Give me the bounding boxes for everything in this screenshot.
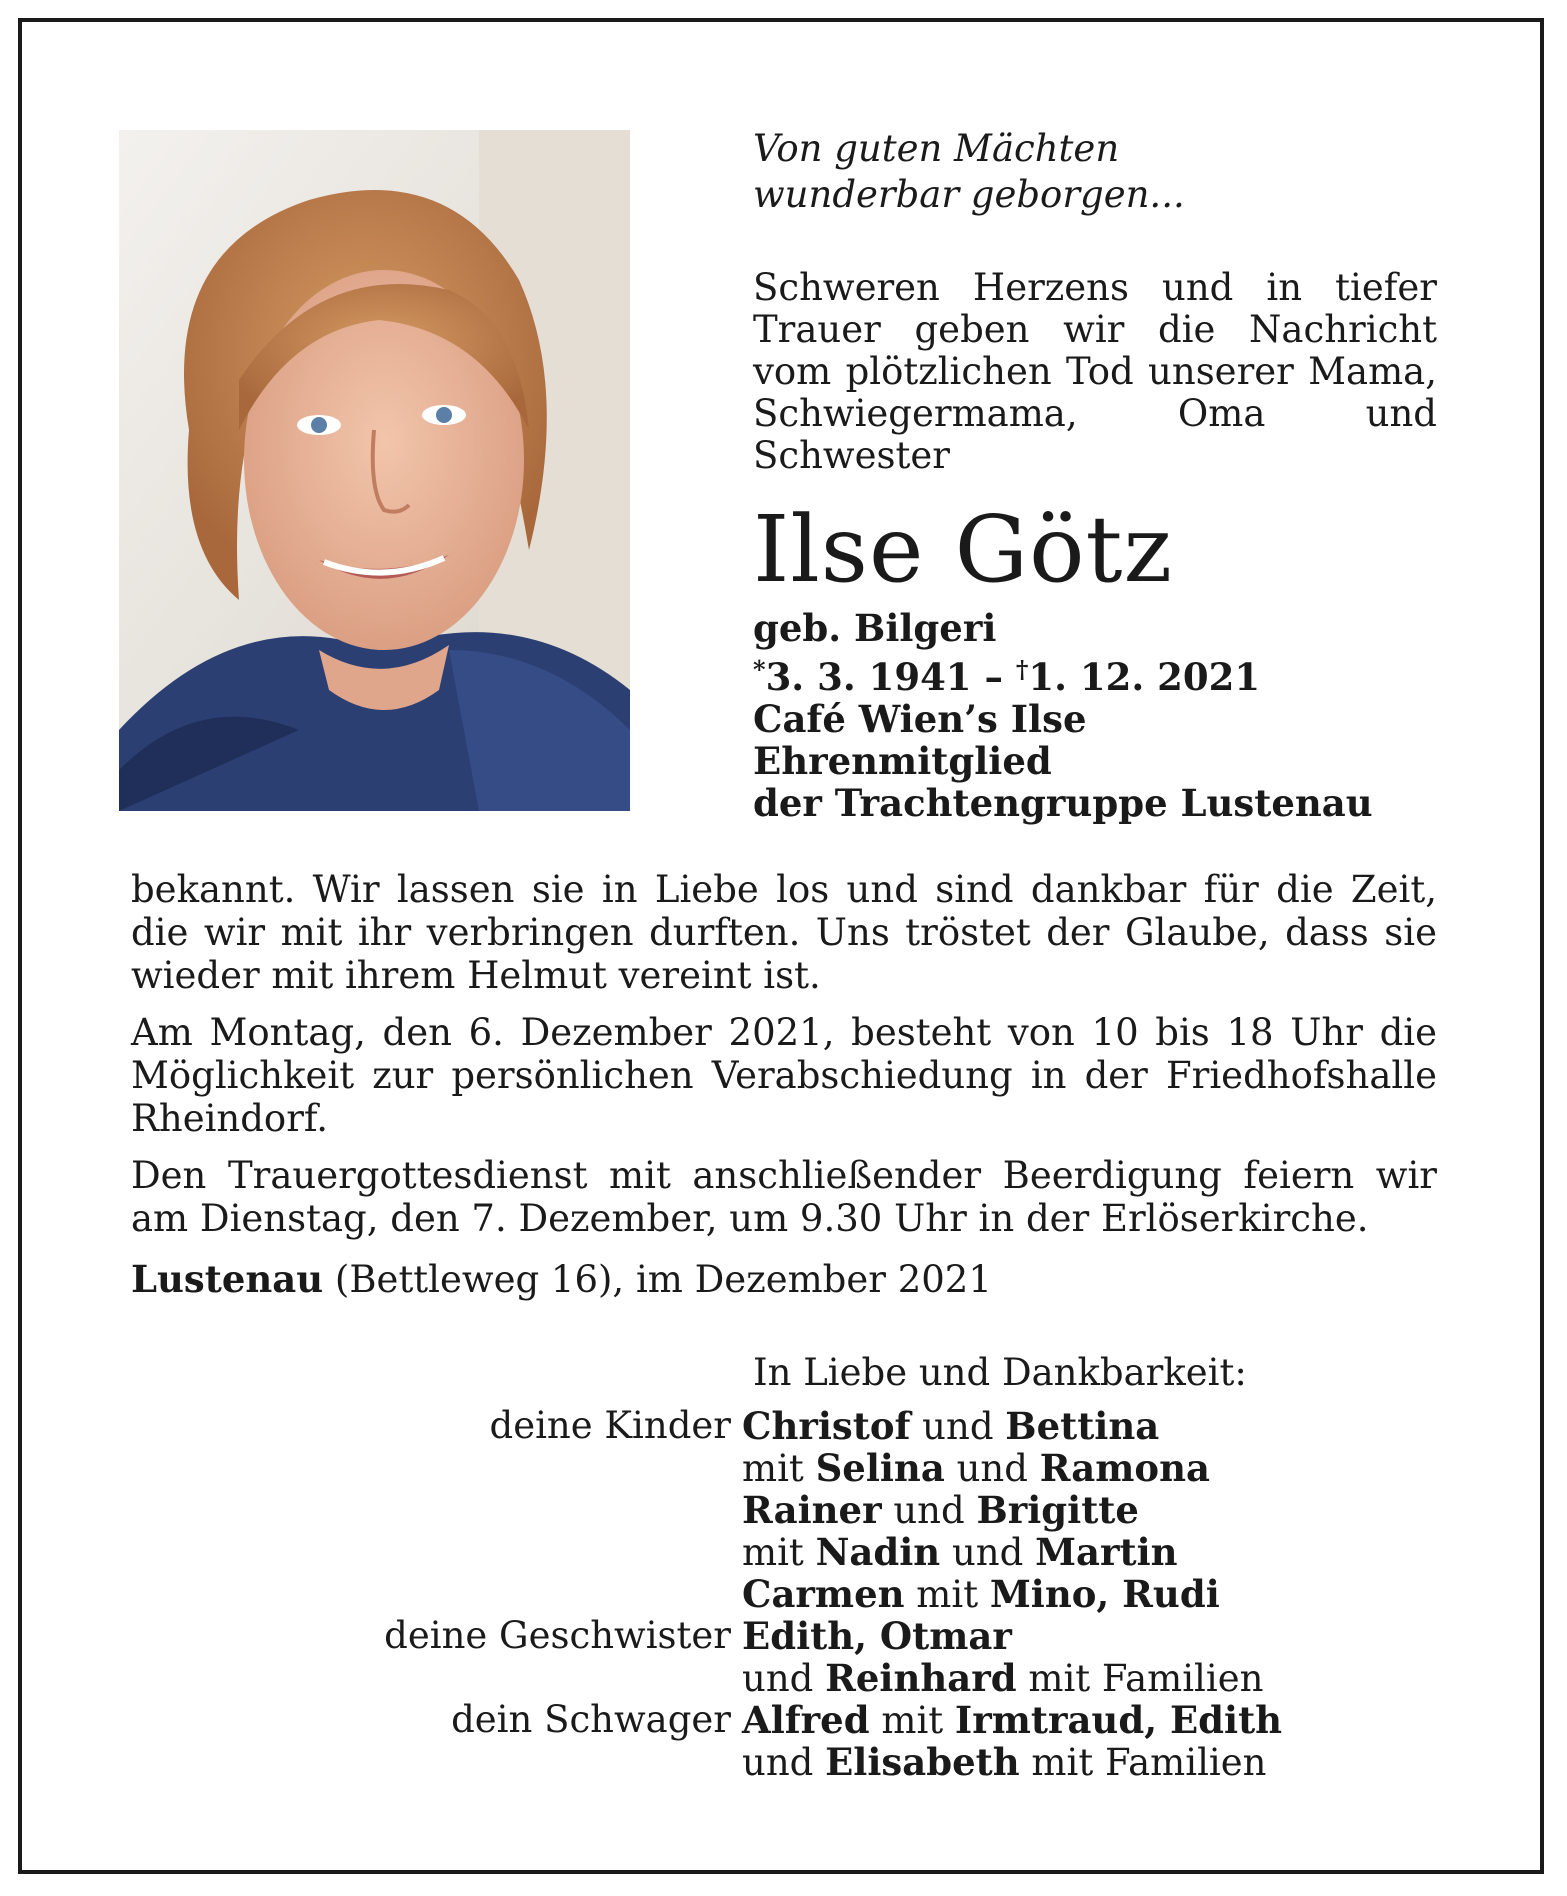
location-rest: (Bettleweg 16), im Dezember 2021 (323, 1258, 992, 1301)
mourner-names: und Reinhard mit Familien (742, 1656, 1264, 1700)
location-line (131, 1258, 992, 1301)
birth-date: 3. 3. 1941 (765, 655, 972, 699)
mourner-row (300, 1741, 1500, 1783)
motto-quote (753, 126, 1453, 218)
deceased-details (753, 607, 1493, 824)
honor-line: Ehrenmitglied (753, 739, 1052, 783)
portrait-photo (119, 130, 630, 811)
mourner-row (300, 1699, 1500, 1741)
mourners-list (300, 1405, 1500, 1783)
motto-line: wunderbar geborgen... (753, 173, 1185, 216)
motto-line: Von guten Mächten (753, 127, 1120, 170)
relation-label: deine Geschwister (384, 1614, 731, 1657)
body-paragraph: bekannt. Wir lassen sie in Liebe los und sind dankbar für die Zeit, die wir mit ihr verbringen durften. Uns tröstet der Glaube, dass sie wieder mit ihrem Helmut vereint ist. (131, 868, 1437, 997)
date-dash: – (971, 655, 1016, 699)
relation-label: deine Kinder (489, 1404, 731, 1447)
nickname: Café Wien’s Ilse (753, 697, 1087, 741)
body-paragraph: Am Montag, den 6. Dezember 2021, besteht von 10 bis 18 Uhr die Möglichkeit zur persönlichen Verabschiedung in der Friedhofshalle Rheindorf. (131, 1011, 1437, 1140)
mourner-row (300, 1405, 1500, 1447)
mourner-row (300, 1489, 1500, 1531)
body-text (131, 868, 1437, 1254)
honor-line: der Trachtengruppe Lustenau (753, 781, 1373, 825)
mourner-names: Christof und Bettina (742, 1404, 1160, 1448)
life-dates (753, 649, 1493, 698)
mourner-names: Carmen mit Mino, Rudi (742, 1572, 1220, 1616)
mourner-row (300, 1657, 1500, 1699)
closing-line: In Liebe und Dankbarkeit: (753, 1351, 1247, 1394)
mourner-names: und Elisabeth mit Familien (742, 1740, 1267, 1784)
mourner-row (300, 1615, 1500, 1657)
mourner-names: Edith, Otmar (742, 1614, 1012, 1658)
mourner-names: Rainer und Brigitte (742, 1488, 1139, 1532)
mourner-row (300, 1573, 1500, 1615)
mourner-names: mit Selina und Ramona (742, 1446, 1210, 1490)
mourner-names: mit Nadin und Martin (742, 1530, 1178, 1574)
birth-mark: * (753, 655, 766, 684)
intro-paragraph: Schweren Herzens und in tiefer Trauer geben wir die Nachricht vom plötzlichen Tod unserer Mama, Schwiegermama, Oma und Schwester (753, 266, 1437, 477)
relation-label: dein Schwager (451, 1698, 731, 1741)
mourner-row (300, 1531, 1500, 1573)
body-paragraph: Den Trauergottesdienst mit anschließender Beerdigung feiern wir am Dienstag, den 7. Dezember, um 9.30 Uhr in der Erlöserkirche. (131, 1154, 1437, 1240)
birth-name: geb. Bilgeri (753, 606, 997, 650)
mourner-names: Alfred mit Irmtraud, Edith (742, 1698, 1283, 1742)
location-place: Lustenau (131, 1257, 324, 1301)
death-date: 1. 12. 2021 (1028, 655, 1261, 699)
mourner-row (300, 1447, 1500, 1489)
death-mark: † (1015, 655, 1029, 684)
deceased-name: Ilse Götz (753, 496, 1173, 603)
